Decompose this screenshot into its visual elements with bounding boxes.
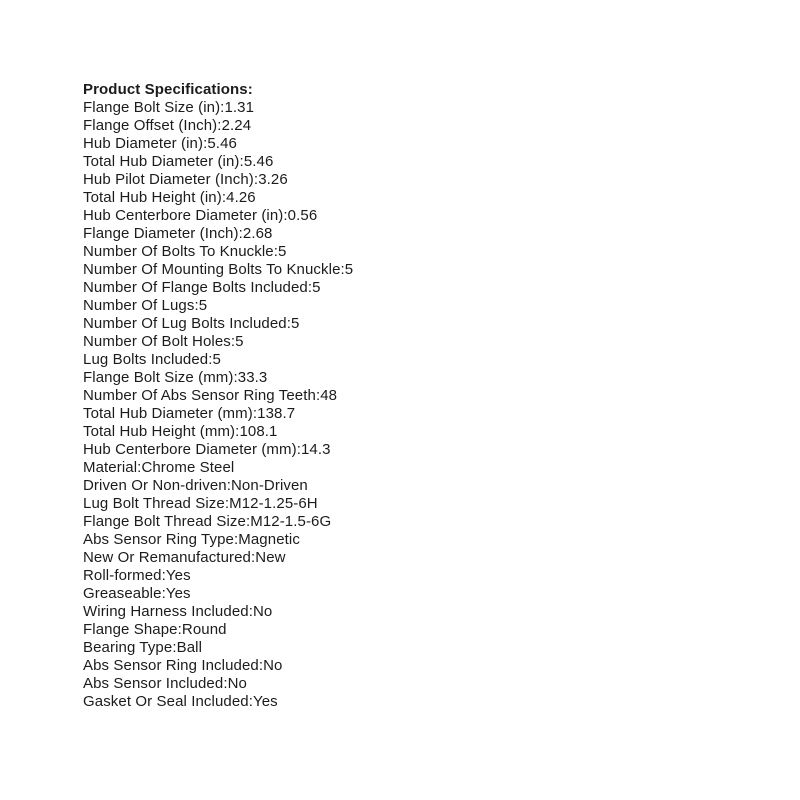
spec-colon: : (273, 243, 279, 260)
spec-row (83, 333, 353, 351)
spec-value: 4.26 (226, 189, 256, 206)
spec-label: Flange Offset (Inch) (83, 117, 218, 134)
spec-colon: : (283, 207, 288, 224)
spec-colon: : (340, 261, 345, 278)
spec-colon: : (177, 621, 182, 638)
spec-value: Round (181, 621, 227, 638)
specs-title: Product Specifications: (83, 81, 253, 98)
spec-label: Bearing Type (83, 639, 173, 656)
spec-row (83, 567, 353, 585)
spec-colon: : (235, 423, 240, 440)
spec-label: Abs Sensor Ring Type (83, 531, 234, 548)
spec-label: Wiring Harness Included (83, 603, 249, 620)
spec-value: M12-1.25-6H (229, 495, 318, 512)
spec-row (83, 459, 353, 477)
spec-row (83, 297, 353, 315)
spec-value: 1.31 (224, 99, 255, 116)
spec-value: 2.68 (242, 225, 273, 242)
spec-row (83, 279, 353, 297)
spec-label: Number Of Lug Bolts Included (83, 315, 287, 332)
spec-colon: : (230, 333, 236, 350)
spec-label: Number Of Bolts To Knuckle (83, 243, 274, 260)
spec-label: Total Hub Height (in) (83, 189, 222, 206)
spec-row (83, 405, 353, 423)
spec-label: Abs Sensor Included (83, 675, 224, 692)
spec-label: Flange Bolt Size (mm) (83, 369, 234, 386)
spec-value: 0.56 (287, 207, 318, 224)
spec-row (83, 369, 353, 387)
spec-colon: : (208, 351, 213, 368)
spec-colon: : (161, 585, 166, 602)
spec-value: 5 (278, 243, 287, 260)
spec-row (83, 315, 353, 333)
spec-value: Yes (165, 585, 191, 602)
spec-row (83, 585, 353, 603)
spec-colon: : (258, 657, 264, 674)
spec-value: 2.24 (221, 117, 252, 134)
spec-colon: : (252, 405, 258, 422)
spec-colon: : (238, 225, 243, 242)
spec-label: Flange Bolt Size (in) (83, 99, 221, 116)
spec-value: Ball (176, 639, 203, 656)
spec-label: Roll-formed (83, 567, 162, 584)
spec-value: 5 (212, 351, 221, 368)
spec-value: 33.3 (237, 369, 268, 386)
spec-label: Gasket Or Seal Included (83, 693, 249, 710)
spec-colon: : (172, 639, 177, 656)
spec-colon: : (248, 603, 253, 620)
spec-row (83, 693, 353, 711)
spec-value: M12-1.5-6G (250, 513, 332, 530)
spec-row (83, 153, 353, 171)
spec-label: Hub Centerbore Diameter (in) (83, 207, 284, 224)
spec-row (83, 171, 353, 189)
spec-row (83, 621, 353, 639)
spec-value: No (263, 657, 283, 674)
spec-value: 5 (291, 315, 300, 332)
spec-label: Lug Bolt Thread Size (83, 495, 225, 512)
spec-colon: : (315, 387, 321, 404)
spec-colon: : (245, 513, 251, 530)
spec-label: Number Of Mounting Bolts To Knuckle (83, 261, 341, 278)
spec-label: Number Of Flange Bolts Included (83, 279, 308, 296)
spec-list (83, 99, 353, 711)
spec-colon: : (233, 531, 239, 548)
spec-row (83, 639, 353, 657)
spec-row (83, 261, 353, 279)
spec-colon: : (217, 117, 222, 134)
spec-row (83, 387, 353, 405)
spec-value: Yes (165, 567, 191, 584)
spec-row (83, 225, 353, 243)
spec-value: 108.1 (239, 423, 278, 440)
spec-colon: : (203, 135, 208, 152)
spec-colon: : (296, 441, 301, 458)
spec-colon: : (224, 495, 230, 512)
spec-value: Magnetic (238, 531, 300, 548)
spec-value: No (227, 675, 247, 692)
spec-label: Number Of Lugs (83, 297, 195, 314)
spec-colon: : (220, 99, 225, 116)
spec-row (83, 495, 353, 513)
spec-value: 138.7 (257, 405, 296, 422)
spec-value: 5 (312, 279, 321, 296)
spec-colon: : (233, 369, 238, 386)
spec-colon: : (137, 459, 142, 476)
spec-value: 5.46 (207, 135, 237, 152)
spec-value: 3.26 (258, 171, 288, 188)
spec-colon: : (223, 675, 228, 692)
spec-label: Hub Pilot Diameter (Inch) (83, 171, 254, 188)
spec-value: Yes (253, 693, 278, 710)
spec-row (83, 657, 353, 675)
spec-row (83, 117, 353, 135)
spec-label: Number Of Abs Sensor Ring Teeth (83, 387, 316, 404)
spec-row (83, 243, 353, 261)
spec-colon: : (226, 477, 231, 494)
spec-label: Flange Diameter (Inch) (83, 225, 239, 242)
spec-value: 5 (344, 261, 354, 278)
spec-colon: : (286, 315, 292, 332)
spec-value: Chrome Steel (141, 459, 235, 476)
spec-colon: : (161, 567, 166, 584)
spec-label: Abs Sensor Ring Included (83, 657, 259, 674)
spec-row (83, 675, 353, 693)
spec-label: Hub Centerbore Diameter (mm) (83, 441, 297, 458)
spec-label: Driven Or Non-driven (83, 477, 227, 494)
spec-colon: : (248, 693, 253, 710)
spec-block (83, 81, 353, 711)
spec-row (83, 531, 353, 549)
spec-value: Non-Driven (231, 477, 308, 494)
spec-value: 5 (235, 333, 244, 350)
spec-row (83, 189, 353, 207)
spec-value: 48 (320, 387, 338, 404)
spec-value: No (252, 603, 273, 620)
spec-row (83, 513, 353, 531)
spec-colon: : (239, 153, 244, 170)
spec-label: Total Hub Height (mm) (83, 423, 236, 440)
spec-label: Total Hub Diameter (in) (83, 153, 240, 170)
spec-label: Material (83, 459, 138, 476)
spec-value: 5 (198, 297, 208, 314)
spec-label: Number Of Bolt Holes (83, 333, 231, 350)
spec-label: Greaseable (83, 585, 162, 602)
spec-row (83, 351, 353, 369)
spec-row (83, 135, 353, 153)
spec-row (83, 441, 353, 459)
spec-label: Lug Bolts Included (83, 351, 209, 368)
spec-label: Total Hub Diameter (mm) (83, 405, 253, 422)
spec-colon: : (253, 171, 259, 188)
spec-colon: : (221, 189, 227, 206)
spec-label: Flange Shape (83, 621, 178, 638)
spec-label: Hub Diameter (in) (83, 135, 204, 152)
spec-row (83, 99, 353, 117)
spec-row (83, 549, 353, 567)
spec-label: New Or Remanufactured (83, 549, 252, 566)
spec-colon: : (307, 279, 313, 296)
spec-label: Flange Bolt Thread Size (83, 513, 246, 530)
spec-row (83, 423, 353, 441)
spec-colon: : (251, 549, 256, 566)
spec-value: New (255, 549, 286, 566)
spec-colon: : (194, 297, 199, 314)
spec-row (83, 207, 353, 225)
spec-row (83, 603, 353, 621)
spec-value: 5.46 (243, 153, 274, 170)
spec-value: 14.3 (300, 441, 331, 458)
spec-row (83, 477, 353, 495)
